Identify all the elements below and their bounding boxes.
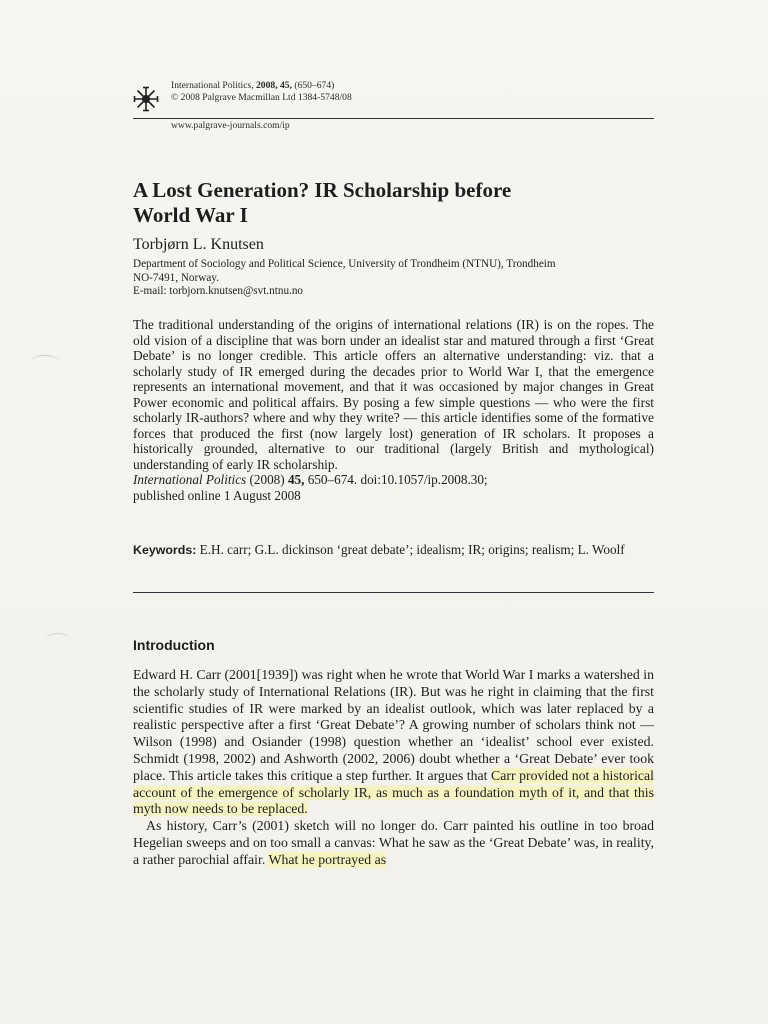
article-title: [133, 178, 653, 228]
affiliation-line-2: NO-7491, Norway.: [133, 271, 219, 284]
section-heading: Introduction: [133, 637, 215, 653]
paper-fold-mark: [30, 355, 60, 370]
author-email: E-mail: torbjorn.knutsen@svt.ntnu.no: [133, 285, 304, 297]
keywords-label: Keywords:: [133, 543, 197, 557]
journal-year-volume: 2008, 45,: [256, 80, 292, 91]
author-affiliation: [133, 258, 654, 299]
abstract: [133, 317, 654, 503]
paragraph-2-text: As history, Carr’s (2001) sketch will no longer do. Carr painted his outline in too broad Hegelian sweeps and on too small a canvas: What he saw as the ‘Great Debate’ was, in reality, a rather parochial affair.: [133, 818, 654, 867]
publisher-logo-icon: [133, 86, 159, 112]
introduction-body: [133, 667, 654, 869]
keywords-list: E.H. carr; G.L. dickinson ‘great debate’; idealism; IR; origins; realism; L. Woolf: [196, 542, 625, 557]
affiliation-line-1: Department of Sociology and Political Science, University of Trondheim (NTNU), Trondheim: [133, 258, 556, 270]
citation-line: [133, 472, 654, 488]
keywords: [133, 542, 654, 558]
highlighted-text: Carr provided not a historical account of the emergence of scholarly IR, as much as a foundation myth of it, and that this myth now needs to be replaced.: [133, 767, 654, 817]
journal-info: [171, 80, 352, 103]
journal-citation-line: [171, 80, 352, 92]
paragraph-1-text: Edward H. Carr (2001[1939]) was right when he wrote that World War I marks a watershed in the scholarly study of International Relations (IR). But was he right in claiming that the first scientific studies of IR were marked by an idealist outlook, which was later replaced by a realistic perspective after a first ‘Great Debate’? A growing number of scholars think not — Wilson (1998) and Osiander (1998) question whether an ‘idealist’ school ever existed. Schmidt (1998, 2002) and Ashworth (2002, 2006) doubt whether a ‘Great Debate’ ever took place. This article takes this critique a step further. It argues that: [133, 667, 654, 783]
paragraph-1: [133, 667, 654, 818]
journal-pages: (650–674): [291, 80, 335, 91]
citation-volume: 45,: [287, 472, 305, 487]
title-line-1: A Lost Generation? IR Scholarship before: [133, 178, 512, 202]
author-name: Torbjørn L. Knutsen: [133, 236, 264, 253]
citation-year: (2008): [246, 472, 288, 487]
paper-fold-mark: [45, 633, 71, 648]
published-online: published online 1 August 2008: [133, 487, 301, 503]
copyright-line: © 2008 Palgrave Macmillan Ltd 1384-5748/08: [171, 91, 352, 103]
journal-header: [133, 80, 654, 119]
highlighted-text: What he portrayed as: [268, 851, 387, 867]
section-divider: [133, 592, 654, 593]
citation-doi: 650–674. doi:10.1057/ip.2008.30;: [304, 472, 488, 487]
title-line-2: World War I: [133, 203, 248, 227]
abstract-text: The traditional understanding of the origins of international relations (IR) is on the ropes. The old vision of a discipline that was born under an idealist star and matured through a first ‘Great Debate’ is no longer credible. This article offers an alternative understanding: viz. that a scholarly study of IR emerged during the decades prior to World War I, that the emergence represents an international movement, and that it was occasioned by major changes in Great Power economic and political affairs. By posing a few simple questions — who were the first scholarly IR-authors? where and why they write? — this article identifies some of the formative forces that produced the first (now largely lost) generation of IR scholars. It proposes a historically grounded, alternative to our traditional (largely British and mythological) understanding of early IR scholarship.: [133, 317, 654, 472]
journal-name: International Politics,: [171, 80, 256, 91]
journal-url: www.palgrave-journals.com/ip: [171, 120, 290, 131]
paragraph-2: [133, 818, 654, 868]
citation-journal: International Politics: [133, 472, 247, 487]
